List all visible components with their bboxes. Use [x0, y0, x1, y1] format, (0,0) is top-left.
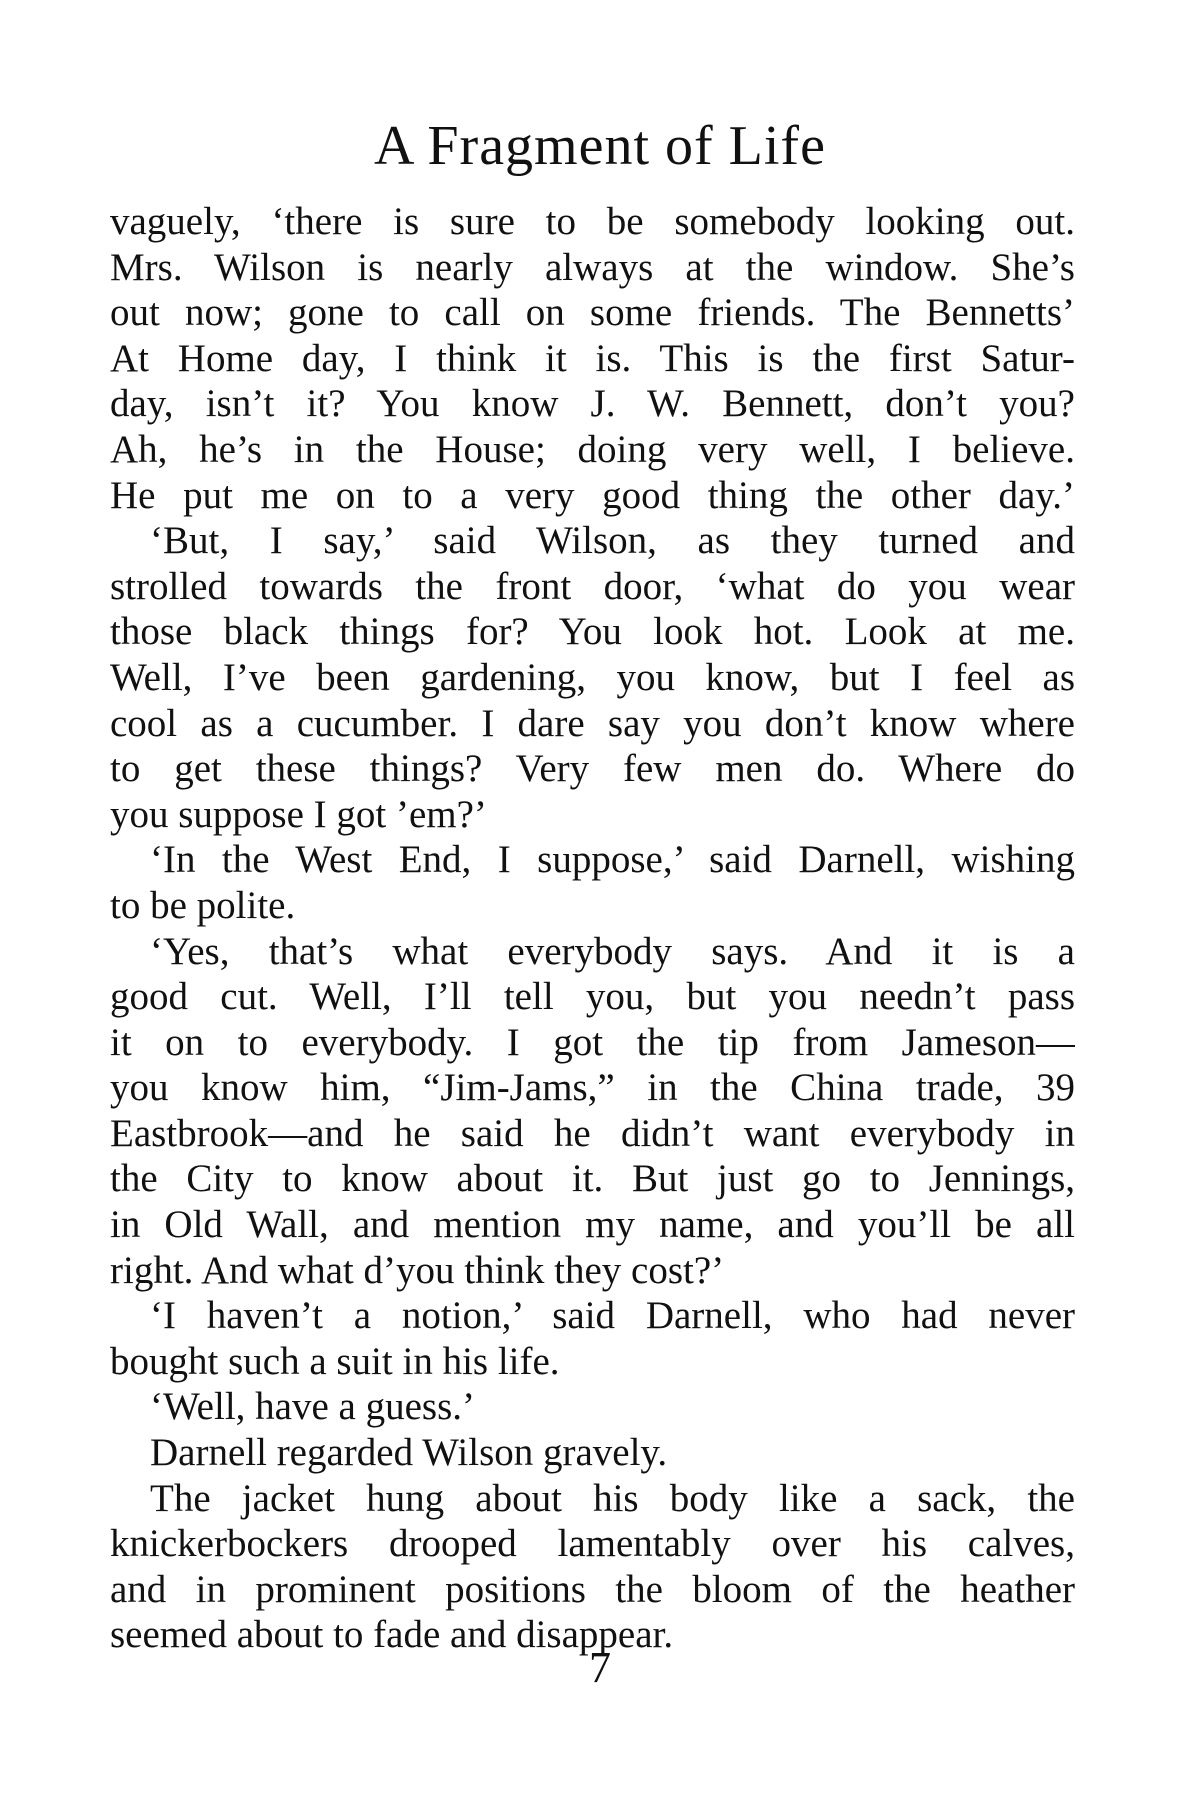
text-line: ‘Well, have a guess.’	[150, 1385, 475, 1429]
text-line: you suppose I got ’em?’	[110, 792, 487, 836]
text-line: strolled towards the front door, ‘what do you wear	[110, 564, 1075, 608]
text-line: knickerbockers drooped lamentably over his calves,	[110, 1522, 1075, 1566]
text-line: and in prominent positions the bloom of the heather	[110, 1567, 1075, 1611]
text-line: good cut. Well, I’ll tell you, but you needn’t pass	[110, 975, 1075, 1019]
text-line: vaguely, ‘there is sure to be somebody looking out.	[110, 200, 1075, 243]
text-line: At Home day, I think it is. This is the first Satur-	[110, 336, 1075, 380]
text-line: right. And what d’you think they cost?’	[110, 1248, 725, 1292]
text-line: in Old Wall, and mention my name, and you’ll be all	[110, 1203, 1075, 1247]
text-line: Eastbrook—and he said he didn’t want everybody in	[110, 1111, 1075, 1155]
text-line: those black things for? You look hot. Look at me.	[110, 610, 1075, 654]
text-line: Mrs. Wilson is nearly always at the window. She’s	[110, 245, 1075, 289]
text-line: ‘Yes, that’s what everybody says. And it is a	[150, 929, 1075, 973]
text-line: bought such a suit in his life.	[110, 1339, 560, 1383]
body-text	[110, 199, 1075, 1658]
text-line: Well, I’ve been gardening, you know, but I feel as	[110, 655, 1075, 699]
text-line: out now; gone to call on some friends. The Bennetts’	[110, 291, 1075, 335]
text-line: The jacket hung about his body like a sack, the	[150, 1476, 1075, 1520]
text-line: it on to everybody. I got the tip from Jameson—	[110, 1020, 1075, 1064]
text-line: ‘In the West End, I suppose,’ said Darnell, wishing	[150, 838, 1075, 882]
text-line: to get these things? Very few men do. Where do	[110, 747, 1075, 791]
text-line: day, isn’t it? You know J. W. Bennett, don’t you?	[110, 382, 1075, 426]
text-line: seemed about to fade and disappear.	[110, 1613, 674, 1657]
text-line: the City to know about it. But just go to Jennings,	[110, 1157, 1075, 1201]
text-line: He put me on to a very good thing the other day.’	[110, 473, 1075, 517]
running-head-title: A Fragment of Life	[374, 115, 826, 177]
text-line: ‘But, I say,’ said Wilson, as they turned and	[150, 519, 1075, 563]
text-line: Ah, he’s in the House; doing very well, I believe.	[110, 427, 1075, 471]
text-line: Darnell regarded Wilson gravely.	[150, 1431, 668, 1475]
page-number: 7	[589, 1643, 611, 1692]
text-line: to be polite.	[110, 883, 296, 927]
text-line: cool as a cucumber. I dare say you don’t know where	[110, 701, 1075, 745]
text-line: ‘I haven’t a notion,’ said Darnell, who had never	[150, 1294, 1075, 1338]
text-line: you know him, “Jim-Jams,” in the China trade, 39	[110, 1066, 1075, 1110]
